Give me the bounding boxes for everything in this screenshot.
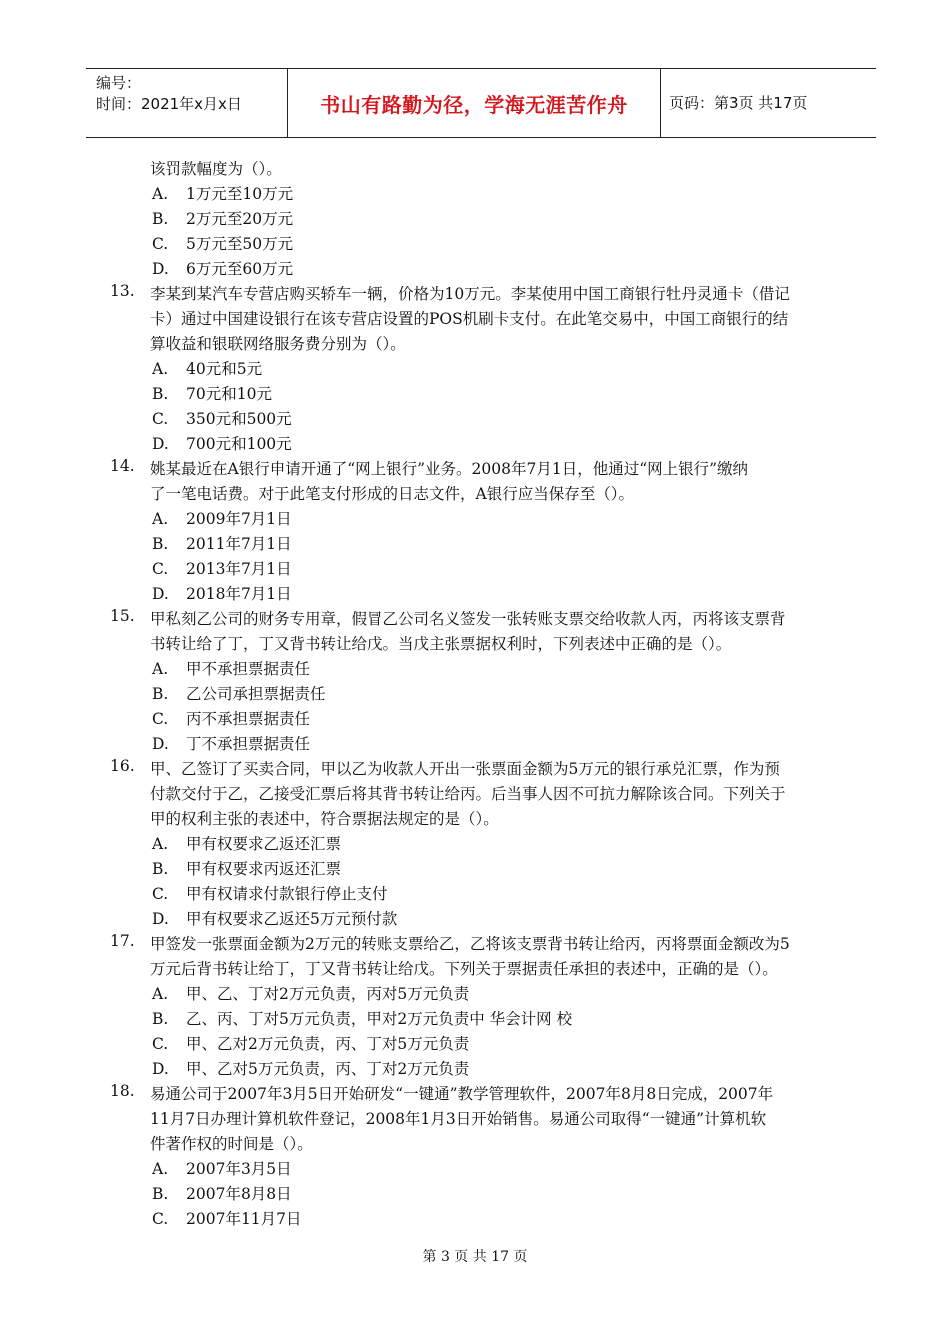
option-label: A. [152,360,169,378]
question-block [110,282,852,457]
answer-option [110,407,852,432]
option-text: 甲、乙、丁对2万元负责，丙对5万元负责 [186,985,470,1003]
answer-option [110,207,852,232]
question-text-line: 姚某最近在A银行申请开通了“网上银行”业务。2008年7月1日，他通过“网上银行”缴纳 [150,460,749,478]
question-text-line: 甲私刻乙公司的财务专用章，假冒乙公司名义签发一张转账支票交给收款人丙，丙将该支票背 [150,610,786,628]
option-label: A. [152,985,169,1003]
intro-line: 该罚款幅度为（）。 [150,160,282,178]
answer-option [110,1007,852,1032]
answer-option [110,682,852,707]
answer-option [110,532,852,557]
question-number: 18. [110,1082,135,1100]
answer-option [110,232,852,257]
question-stem [110,757,852,832]
answer-option [110,1207,852,1232]
question-stem [110,282,852,357]
option-label: B. [152,1010,169,1028]
question-number: 16. [110,757,135,775]
option-text: 丁不承担票据责任 [186,735,311,753]
option-label: B. [152,685,169,703]
question-text-line: 卡）通过中国建设银行在该专营店设置的POS机刷卡支付。在此笔交易中，中国工商银行的结 [150,310,789,328]
header-page-cell [661,69,876,137]
question-number: 15. [110,607,135,625]
question-text-line: 甲、乙签订了买卖合同，甲以乙为收款人开出一张票面金额为5万元的银行承兑汇票，作为预 [150,760,780,778]
question-text [150,607,852,657]
answer-option [110,1182,852,1207]
answer-option [110,732,852,757]
option-label: B. [152,385,169,403]
option-label: D. [152,585,169,603]
answer-option [110,657,852,682]
question-text [150,757,852,832]
header-meta-cell [86,69,288,137]
intro-options [110,182,852,282]
question-stem [110,932,852,982]
option-label: A. [152,510,169,528]
answer-option [110,882,852,907]
option-text: 2007年8月8日 [186,1185,292,1203]
option-label: D. [152,260,169,278]
option-text: 5万元至50万元 [186,235,294,253]
question-text [150,282,852,357]
option-text: 甲、乙对2万元负责，丙、丁对5万元负责 [186,1035,470,1053]
answer-option [110,382,852,407]
option-label: C. [152,1210,169,1228]
option-text: 甲有权要求丙返还汇票 [186,860,342,878]
question-text-line: 书转让给了丁，丁又背书转让给戊。当戊主张票据权利时，下列表述中正确的是（）。 [150,635,732,653]
option-label: C. [152,560,169,578]
option-text: 2007年3月5日 [186,1160,292,1178]
option-text: 甲、乙对5万元负责，丙、丁对2万元负责 [186,1060,470,1078]
option-label: D. [152,910,169,928]
question-text-line: 万元后背书转让给丁，丁又背书转让给戊。下列关于票据责任承担的表述中，正确的是（）。 [150,960,778,978]
option-text: 甲有权要求乙返还5万元预付款 [186,910,398,928]
page-header [86,68,876,138]
question-number: 13. [110,282,135,300]
question-block [110,1082,852,1232]
question-text [150,457,852,507]
answer-option [110,507,852,532]
option-text: 乙公司承担票据责任 [186,685,326,703]
question-text-line: 李某到某汽车专营店购买轿车一辆，价格为10万元。李某使用中国工商银行牡丹灵通卡（借记 [150,285,790,303]
question-number: 14. [110,457,135,475]
option-text: 丙不承担票据责任 [186,710,311,728]
answer-option [110,1057,852,1082]
question-block [110,457,852,607]
question-block [110,757,852,932]
option-label: B. [152,210,169,228]
option-label: B. [152,1185,169,1203]
question-text-line: 了一笔电话费。对于此笔支付形成的日志文件，A银行应当保存至（）。 [150,485,634,503]
question-block [110,607,852,757]
question-block [110,932,852,1082]
answer-option [110,582,852,607]
answer-option [110,707,852,732]
answer-option [110,907,852,932]
option-label: A. [152,1160,169,1178]
option-label: A. [152,185,169,203]
serial-number-label: 编号： [96,74,142,92]
question-text [150,932,852,982]
option-text: 2万元至20万元 [186,210,294,228]
option-label: B. [152,860,169,878]
option-text: 40元和5元 [186,360,263,378]
answer-option [110,857,852,882]
header-motto-cell [288,69,661,137]
option-text: 2013年7月1日 [186,560,292,578]
option-text: 70元和10元 [186,385,272,403]
question-text [150,1082,852,1157]
document-body [110,157,852,1232]
option-label: D. [152,1060,169,1078]
option-label: D. [152,735,169,753]
question-text-line: 算收益和银联网络服务费分别为（）。 [150,335,406,353]
option-text: 甲有权要求乙返还汇票 [186,835,342,853]
question-text-line: 甲的权利主张的表述中，符合票据法规定的是（）。 [150,810,499,828]
option-text: 2018年7月1日 [186,585,292,603]
option-label: A. [152,835,169,853]
option-label: D. [152,435,169,453]
option-text: 6万元至60万元 [186,260,294,278]
question-text-line: 付款交付于乙，乙接受汇票后将其背书转让给丙。后当事人因不可抗力解除该合同。下列关于 [150,785,786,803]
question-stem [110,1082,852,1157]
question-number: 17. [110,932,135,950]
answer-option [110,557,852,582]
option-label: C. [152,1035,169,1053]
option-label: C. [152,885,169,903]
answer-option [110,1032,852,1057]
answer-option [110,1157,852,1182]
option-text: 2009年7月1日 [186,510,292,528]
option-text: 1万元至10万元 [186,185,294,203]
page-footer: 第 3 页 共 17 页 [422,1249,528,1265]
option-label: C. [152,410,169,428]
option-text: 甲不承担票据责任 [186,660,311,678]
question-text-line: 11月7日办理计算机软件登记，2008年1月3日开始销售。易通公司取得“一键通”计算机软 [150,1110,767,1128]
answer-option [110,357,852,382]
option-text: 350元和500元 [186,410,292,428]
answer-option [110,432,852,457]
question-text-line: 易通公司于2007年3月5日开始研发“一键通”教学管理软件，2007年8月8日完成，2007年 [150,1085,774,1103]
option-text: 2007年11月7日 [186,1210,302,1228]
option-label: C. [152,710,169,728]
time-label: 时间：2021年x月x日 [96,95,242,113]
answer-option [110,982,852,1007]
option-label: C. [152,235,169,253]
option-text: 甲有权请求付款银行停止支付 [186,885,388,903]
question-stem [110,457,852,507]
answer-option [110,182,852,207]
option-text: 2011年7月1日 [186,535,292,553]
question-list [110,282,852,1232]
option-label: A. [152,660,169,678]
option-text: 700元和100元 [186,435,292,453]
option-text: 乙、丙、丁对5万元负责，甲对2万元负责中 华会计网 校 [186,1010,573,1028]
answer-option [110,832,852,857]
question-text-line: 甲签发一张票面金额为2万元的转账支票给乙，乙将该支票背书转让给丙，丙将票面金额改为5 [150,935,790,953]
option-label: B. [152,535,169,553]
motto-text: 书山有路勤为径，学海无涯苦作舟 [320,92,628,117]
answer-option [110,257,852,282]
question-stem [110,607,852,657]
question-text-line: 件著作权的时间是（）。 [150,1135,313,1153]
page-info: 页码：第3页 共17页 [669,93,808,112]
